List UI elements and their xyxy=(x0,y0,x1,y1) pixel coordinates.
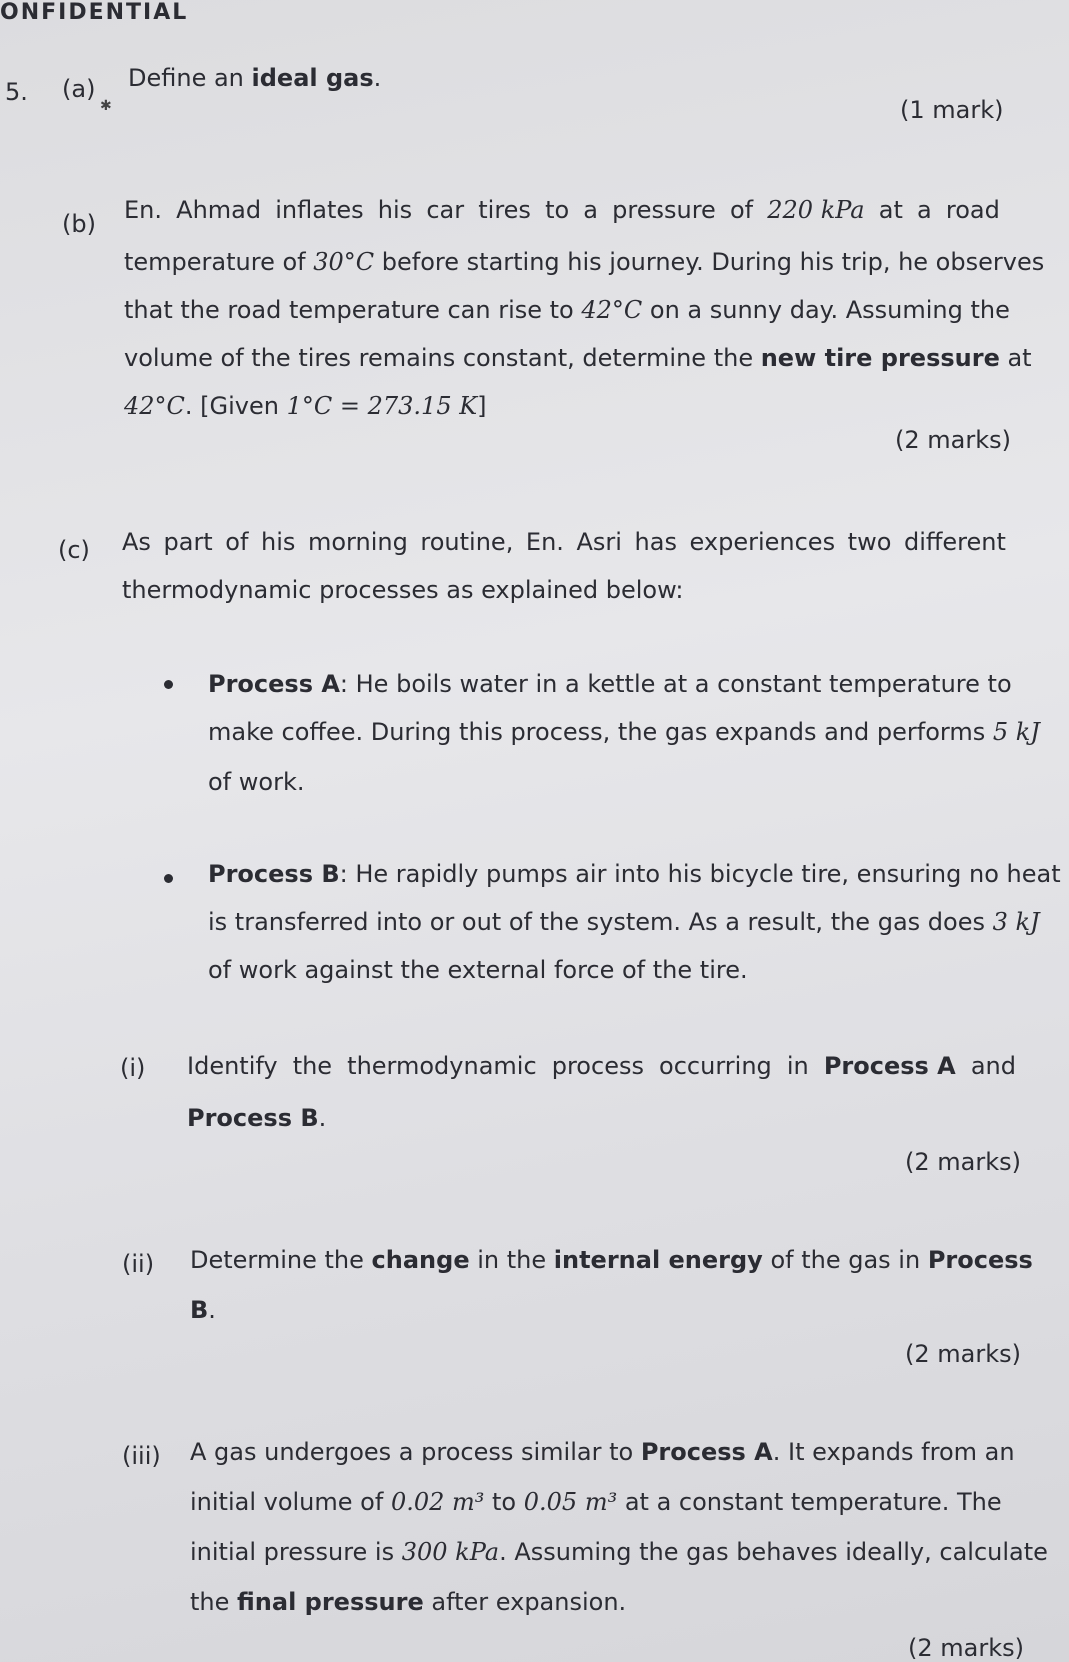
process-b-line-2: is transferred into or out of the system. As a result, the gas does 3 kJ xyxy=(208,908,1040,936)
part-b-line-1-word: Ahmad xyxy=(176,196,262,224)
sub-i-line-1-word: thermodynamic xyxy=(347,1052,537,1080)
sub-iii-line-4: the final pressure after expansion. xyxy=(190,1588,627,1616)
process-a-line-3: of work. xyxy=(208,768,305,796)
part-b-line-1-word: road xyxy=(945,196,1000,224)
sub-ii-marks: (2 marks) xyxy=(905,1340,1021,1368)
bullet-icon xyxy=(164,680,173,689)
process-a-line-2: make coffee. During this process, the gas expands and performs 5 kJ xyxy=(208,718,1040,746)
part-c-line-1-word: Asri xyxy=(576,528,622,556)
part-b-line-1-word: a xyxy=(917,196,932,224)
part-b-line-1 xyxy=(124,198,1000,222)
part-c-label: (c) xyxy=(58,536,90,564)
part-c-line-1-word: his xyxy=(261,528,296,556)
sub-ii-line-2: B. xyxy=(190,1296,216,1324)
part-c-line-1 xyxy=(122,530,1006,554)
part-c-line-1-word: part xyxy=(163,528,213,556)
sub-i-line-1-word: Identify xyxy=(187,1052,278,1080)
sub-i-line-1-word: in xyxy=(786,1052,809,1080)
sub-i-line-1-word: process xyxy=(551,1052,644,1080)
sub-ii-line-1: Determine the change in the internal energy of the gas in Process xyxy=(190,1246,1033,1274)
part-c-line-2: thermodynamic processes as explained below: xyxy=(122,576,684,604)
process-b-line-1: Process B: He rapidly pumps air into his bicycle tire, ensuring no heat xyxy=(208,860,1061,888)
sub-iii-label: (iii) xyxy=(122,1442,161,1470)
sub-i-line-1 xyxy=(187,1054,1016,1078)
part-a-question: Define an ideal gas. xyxy=(128,64,382,92)
part-c-line-1-word: En. xyxy=(525,528,564,556)
sub-i-line-1-word: and xyxy=(970,1052,1016,1080)
pen-mark-icon: ✱ xyxy=(100,98,112,114)
part-b-line-1-word: at xyxy=(878,196,903,224)
part-a-marks: (1 mark) xyxy=(900,96,1004,124)
part-b-line-4: volume of the tires remains constant, determine the new tire pressure at xyxy=(124,344,1032,372)
sub-iii-line-3: initial pressure is 300 kPa. Assuming the gas behaves ideally, calculate xyxy=(190,1538,1048,1566)
part-c-line-1-word: has xyxy=(634,528,677,556)
part-b-line-1-word: car xyxy=(426,196,465,224)
part-c-line-1-word: different xyxy=(903,528,1006,556)
bullet-icon xyxy=(164,874,173,883)
part-b-line-1-word: a xyxy=(583,196,599,224)
sub-iii-line-1: A gas undergoes a process similar to Process A. It expands from an xyxy=(190,1438,1015,1466)
sub-iii-marks: (2 marks) xyxy=(908,1634,1024,1662)
process-a-ref: Process A xyxy=(823,1052,956,1080)
part-b-line-1-word: En. xyxy=(124,196,163,224)
part-c-line-1-word: As xyxy=(122,528,151,556)
part-b-line-1-word: his xyxy=(377,196,413,224)
part-b-line-1-word: 220 kPa xyxy=(767,196,865,224)
part-c-line-1-word: two xyxy=(847,528,892,556)
part-b-label: (b) xyxy=(62,210,96,238)
part-b-line-1-word: to xyxy=(545,196,570,224)
sub-i-label: (i) xyxy=(120,1054,146,1082)
part-c-line-1-word: routine, xyxy=(420,528,514,556)
confidential-header: ONFIDENTIAL xyxy=(0,0,189,25)
part-b-line-1-word: of xyxy=(729,196,754,224)
part-b-line-5: 42°C. [Given 1°C = 273.15 K] xyxy=(124,392,487,420)
part-b-line-1-word: inflates xyxy=(275,196,364,224)
part-b-line-3: that the road temperature can rise to 42°C on a sunny day. Assuming the xyxy=(124,296,1010,324)
process-b-line-3: of work against the external force of the tire. xyxy=(208,956,748,984)
part-c-line-1-word: experiences xyxy=(689,528,836,556)
part-c-line-1-word: of xyxy=(225,528,249,556)
part-c-line-1-word: morning xyxy=(307,528,408,556)
process-a-line-1: Process A: He boils water in a kettle at a constant temperature to xyxy=(208,670,1012,698)
sub-i-line-1-word: occurring xyxy=(659,1052,772,1080)
sub-ii-label: (ii) xyxy=(122,1250,155,1278)
question-number: 5. xyxy=(5,78,28,106)
sub-iii-line-2: initial volume of 0.02 m³ to 0.05 m³ at a constant temperature. The xyxy=(190,1488,1002,1516)
part-a-label: (a) xyxy=(62,75,96,103)
part-b-marks: (2 marks) xyxy=(895,426,1011,454)
sub-i-line-1-word: the xyxy=(292,1052,333,1080)
part-b-line-1-word: tires xyxy=(478,196,531,224)
sub-i-line-2: Process B. xyxy=(187,1104,327,1132)
sub-i-marks: (2 marks) xyxy=(905,1148,1021,1176)
part-b-line-2: temperature of 30°C before starting his journey. During his trip, he observes xyxy=(124,248,1045,276)
part-b-line-1-word: pressure xyxy=(612,196,716,224)
